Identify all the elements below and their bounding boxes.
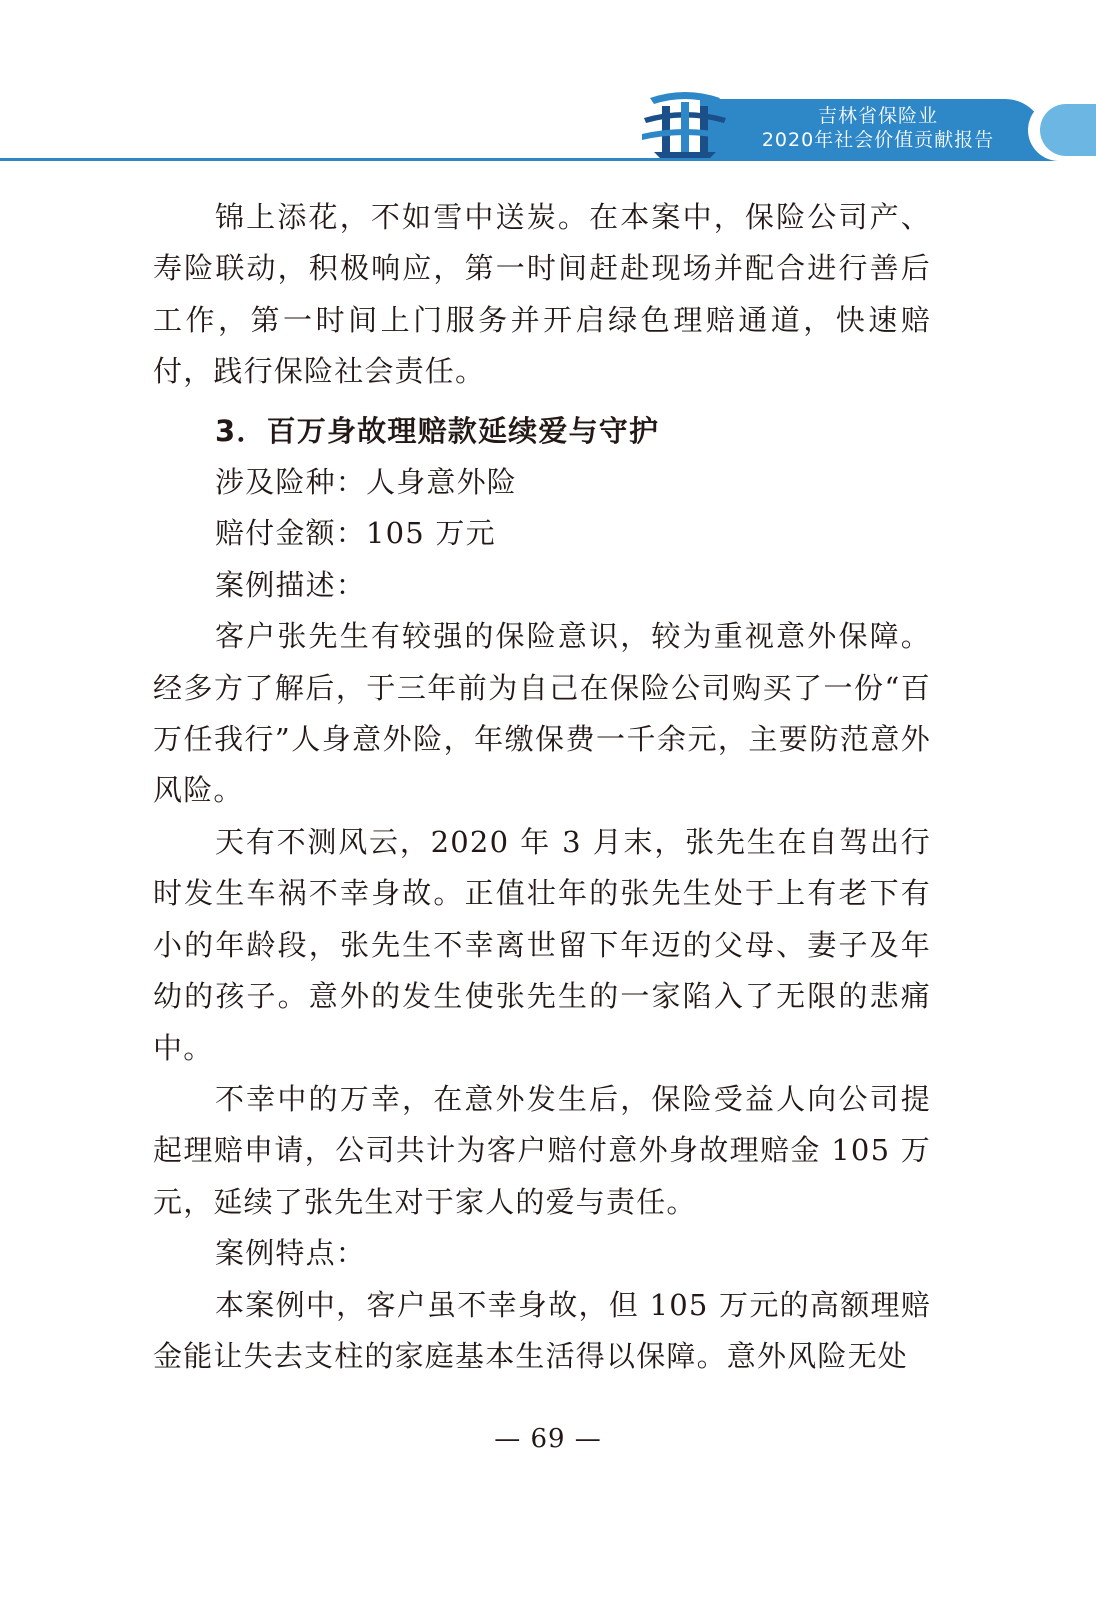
paragraph-1: 锦上添花，不如雪中送炭。在本案中，保险公司产、寿险联动，积极响应，第一时间赶赴现场并配合进行善后工作，第一时间上门服务并开启绿色理赔通道，快速赔付，践行保险社会责任。: [153, 200, 931, 389]
page-header: [0, 0, 1096, 170]
insurance-type: 涉及险种：人身意外险: [215, 465, 518, 500]
payout-amount: 赔付金额：105 万元: [215, 516, 496, 551]
page-body: [153, 192, 931, 1382]
paragraph-4: 不幸中的万幸，在意外发生后，保险受益人向公司提起理赔申请，公司共计为客户赔付意外身故理赔金 105 万元，延续了张先生对于家人的爱与责任。: [153, 1081, 931, 1219]
paragraph-5: 本案例中，客户虽不幸身故，但 105 万元的高额理赔金能让失去支柱的家庭基本生活得以保障。意外风险无处: [153, 1287, 931, 1373]
section-heading: 3．百万身故理赔款延续爱与守护: [215, 413, 660, 448]
case-feature-label: 案例特点：: [215, 1236, 367, 1271]
case-description-label: 案例描述：: [215, 567, 367, 602]
insurance-association-logo-icon: [640, 88, 730, 160]
report-title-line1: 吉林省保险业: [817, 105, 938, 127]
report-title: [738, 104, 1018, 152]
banner-end-accent: [1040, 104, 1096, 156]
paragraph-2: 客户张先生有较强的保险意识，较为重视意外保障。经多方了解后，于三年前为自己在保险公司购买了一份“百万任我行”人身意外险，年缴保费一千余元，主要防范意外风险。: [153, 619, 931, 808]
page-number: — 69 —: [494, 1424, 602, 1454]
paragraph-3: 天有不测风云，2020 年 3 月末，张先生在自驾出行时发生车祸不幸身故。正值壮年的张先生处于上有老下有小的年龄段，张先生不幸离世留下年迈的父母、妻子及年幼的孩子。意外的发生使张先生的一家陷入了无限的悲痛中。: [153, 824, 931, 1065]
report-title-line2: 2020年社会价值贡献报告: [761, 129, 995, 151]
